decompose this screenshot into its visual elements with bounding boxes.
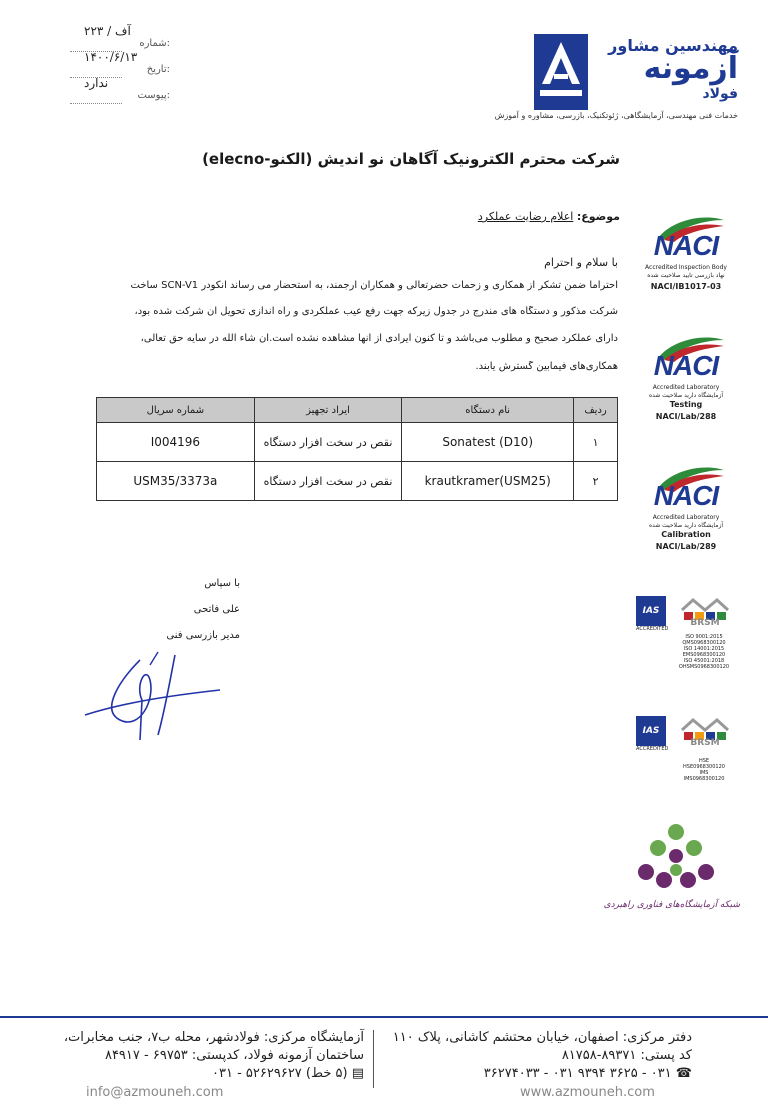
iso-line: ISO 14001:2015 — [683, 646, 725, 652]
cell-issue: نقص در سخت افزار دستگاه — [254, 462, 402, 501]
hse-standards — [672, 758, 736, 782]
iso-line: QMS0968300120 — [682, 640, 726, 646]
table-row — [97, 423, 618, 462]
attachment-row — [70, 76, 170, 106]
date-label: تاریخ: — [146, 64, 170, 75]
header-device-name: نام دستگاه — [402, 398, 574, 423]
logo-line2: آزمونه — [643, 51, 738, 86]
subject-label: موضوع: — [576, 210, 620, 223]
ias-accredited: ACCREDITED — [636, 626, 669, 632]
ias-accredited: ACCREDITED — [636, 746, 669, 752]
body-line: شرکت مذکور و دستگاه های مندرج در جدول زیرکه جهت رفع عیب عملکردی و راه اندازی تحویل آن شرکت شده بود، — [134, 306, 618, 317]
iso-line: EMS0968300120 — [682, 652, 726, 658]
naci-inspection-badge — [636, 214, 736, 310]
website-link[interactable]: www.azmouneh.com — [520, 1085, 655, 1100]
lab-network-logo-icon — [636, 822, 716, 896]
naci-calibration-badge — [636, 464, 736, 560]
body-line: احتراما ضمن تشکر از همکاری و زحمات حضرتعالی و همکاران ارجمند، به استحضار می رساند انکودر SCN-V1 ساخت — [130, 280, 618, 291]
brsm-logo-icon — [680, 596, 730, 634]
office-address: دفتر مرکزی: اصفهان، خیابان محتشم کاشانی، پلاک ۱۱۰ — [392, 1030, 692, 1045]
iso-line: ISO 45001:2018 — [683, 658, 725, 664]
lab-postal: ساختمان آزمونه فولاد، کدپستی: ۶۹۷۵۳ - ۸۴۹۱۷ — [104, 1048, 364, 1063]
ias-logo-icon: IAS — [636, 596, 666, 626]
attachment-value: ندارد — [84, 76, 109, 90]
iso-certification-block — [636, 596, 736, 686]
logo-services: خدمات فنی مهندسی، آزمایشگاهی، ژئوتکنیک، بازرسی، مشاوره و آموزش — [494, 111, 738, 120]
naci-line1: Accredited Inspection Body — [645, 264, 727, 271]
naci-code: NACI/Lab/288 — [655, 412, 717, 421]
naci-mark: NACI — [653, 480, 719, 511]
lab-phones — [70, 1066, 364, 1081]
attachment-label: پیوست: — [137, 90, 170, 101]
iso-line: HSE0968300120 — [683, 764, 725, 770]
iso-standards — [672, 634, 736, 670]
devices-table — [96, 397, 618, 501]
lab-network-label: شبکه آزمایشگاه‌های فناوری راهبردی — [603, 900, 740, 910]
brsm-logo-icon — [680, 716, 730, 754]
recipient: شرکت محترم الکترونیک آگاهان نو اندیش (الکنو-elecno) — [202, 150, 620, 168]
naci-line3: Testing — [669, 400, 703, 409]
naci-mark: NACI — [653, 350, 719, 381]
cell-serial: I004196 — [97, 423, 255, 462]
cell-serial: USM35/3373a — [97, 462, 255, 501]
naci-line1: Accredited Laboratory — [652, 384, 720, 391]
office-phones — [380, 1066, 692, 1081]
fax-icon: ▤ — [351, 1066, 364, 1081]
iso-line: OHSMS0968300120 — [678, 664, 730, 670]
iso-line: ISO 9001:2015 — [685, 634, 723, 640]
header-serial: شماره سریال — [97, 398, 255, 423]
header-issue: ایراد تجهیز — [254, 398, 402, 423]
cell-issue: نقص در سخت افزار دستگاه — [254, 423, 402, 462]
number-label: شماره: — [139, 38, 170, 49]
cell-device-name: krautkramer(USM25) — [402, 462, 574, 501]
phone-icon: ☎ — [675, 1066, 692, 1081]
body-line: همکاری‌های فیمابین گسترش یابند. — [475, 361, 618, 372]
naci-line2: آزمایشگاه دارید صلاحیت شده — [648, 522, 724, 529]
body-line: دارای عملکرد صحیح و مطلوب می‌باشد و تا کنون ایرادی از آنها مشاهده نشده است.ان شاء الله در سایه حق تعالی، — [140, 333, 618, 344]
naci-mark: NACI — [653, 230, 719, 261]
ias-logo-icon: IAS — [636, 716, 666, 746]
table-header-row — [97, 398, 618, 423]
footer-divider — [0, 1016, 768, 1018]
iso-line: IMS0968300120 — [683, 776, 725, 782]
cell-row-number: ۲ — [574, 462, 618, 501]
subject-value: اعلام رضایت عملکرد — [477, 210, 574, 223]
naci-line2: نهاد بازرسی تایید صلاحیت شده — [647, 272, 725, 279]
logo-line1: مهندسین مشاور — [608, 36, 738, 55]
naci-code: NACI/IB1017-03 — [650, 282, 722, 291]
number-value: ۲۲۳ / آف — [84, 24, 131, 38]
cell-device-name: Sonatest (D10) — [402, 423, 574, 462]
iso-line: IMS — [699, 770, 709, 776]
signature-title: مدیر بازرسی فنی — [166, 630, 240, 641]
table-row — [97, 462, 618, 501]
subject — [240, 210, 620, 223]
logo-line3: فولاد — [702, 86, 738, 102]
naci-line1: Accredited Laboratory — [652, 514, 720, 521]
brsm-text: BRSM — [690, 738, 720, 748]
naci-testing-badge — [636, 334, 736, 430]
greeting: با سلام و احترام — [544, 256, 618, 269]
lab-address: آزمایشگاه مرکزی: فولادشهر، محله ب۷، جنب مخابرات، — [63, 1030, 364, 1045]
company-logo-icon — [534, 34, 588, 110]
header-row-number: ردیف — [574, 398, 618, 423]
handwritten-signature — [80, 640, 230, 750]
footer-separator — [373, 1030, 374, 1088]
signature-closing: با سپاس — [204, 578, 240, 589]
office-phone-numbers: ۰۳۱ - ۳۶۲۵ ۹۳۹۴ ۰۳۱ - ۳۶۲۷۴۰۳۳ — [483, 1066, 672, 1081]
naci-code: NACI/Lab/289 — [655, 542, 717, 551]
lab-phone-numbers: (۵ خط) ۵۲۶۲۹۶۲۷ - ۰۳۱ — [212, 1066, 348, 1081]
office-postal: کد پستی: ۸۹۳۷۱-۸۱۷۵۸ — [561, 1048, 692, 1063]
brsm-text: BRSM — [690, 618, 720, 628]
signature-name: علی فاتحی — [193, 604, 240, 615]
iso-line: HSE — [698, 758, 710, 764]
hse-certification-block — [636, 716, 736, 790]
email-link[interactable]: info@azmouneh.com — [86, 1085, 224, 1100]
naci-line2: آزمایشگاه دارید صلاحیت شده — [648, 392, 724, 399]
cell-row-number: ۱ — [574, 423, 618, 462]
date-value: ۱۴۰۰/۶/۱۳ — [84, 50, 138, 64]
naci-line3: Calibration — [661, 530, 711, 539]
